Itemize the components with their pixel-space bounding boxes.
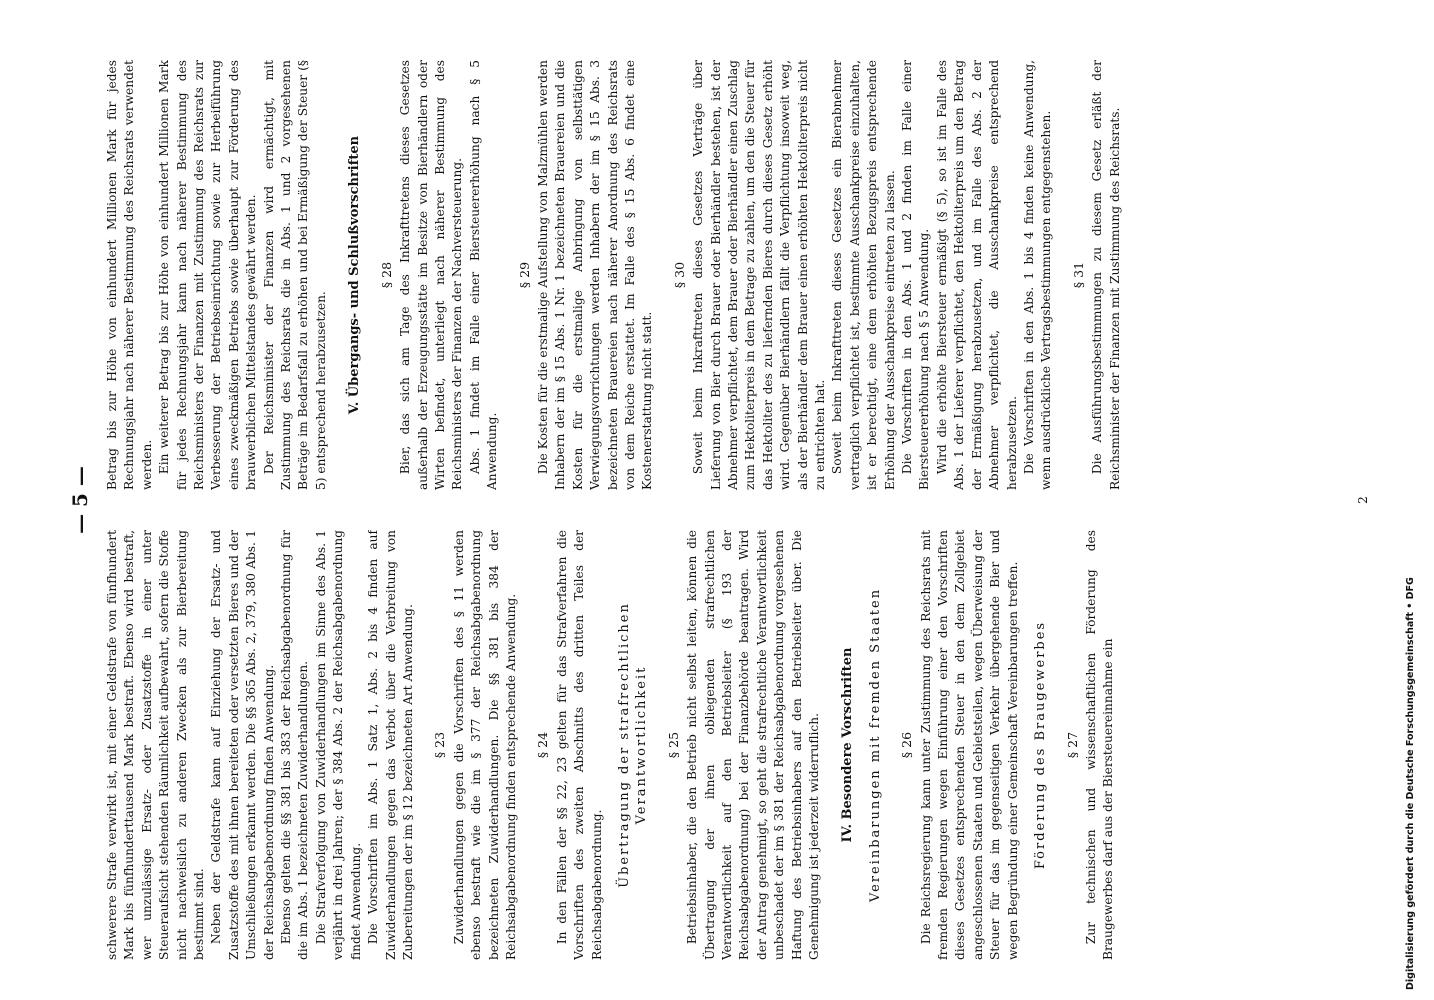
paragraph: Zur technischen und wissenschaftlichen Förderung des Braugewerbes darf aus der Biersteuereinnahme ein: [1083, 530, 1116, 960]
paragraph: In den Fällen der §§ 22, 23 gelten für das Strafverfahren die Vorschriften des zweiten Abschnitts des dritten Teiles der Reichsabgabenordnung.: [554, 530, 604, 960]
rotated-page: [60, 40, 1380, 960]
chapter-heading-iv: IV. Besondere Vorschriften: [840, 647, 856, 843]
section-heading-25: § 25: [665, 731, 681, 759]
paragraph: schwerere Strafe verwirkt ist, mit einer Geldstrafe von fünfhundert Mark bis fünfhunderttausend Mark bestraft. Ebenso wird bestraft, wer unzulässige Ersatz- oder Zusatzstoffe in einer unter Steueraufsicht stehenden Räumlichkeit aufbewahrt, sofern die Stoffe nicht nachweislich zu anderen Zwecken als zur Bierbereitung bestimmt sind.: [105, 530, 207, 960]
section-heading-31: § 31: [1070, 261, 1086, 289]
paragraph: Ein weiterer Betrag bis zur Höhe von einhundert Millionen Mark für jedes Rechnungsjahr kann nach näherer Bestimmung des Reichsministers der Finanzen mit Zustimmung des Reichsrats zur Verbesserung der Betriebseinrichtung sowie zur Herbeiführung eines zweckmäßigen Betriebs sowie überhaupt zur Förderung des brauwerblichen Mittelstandes gewährt werden.: [157, 60, 259, 490]
footer-number: 2: [1356, 496, 1370, 504]
paragraph: Die Ausführungsbestimmungen zu diesem Gesetz erläßt der Reichsminister der Finanzen mit Zustimmung des Reichsrats.: [1090, 60, 1122, 490]
paragraph: Betriebsinhaber, die den Betrieb nicht selbst leiten, können die Übertragung der ihnen obliegenden strafrechtlichen Verantwortlichkeit auf den Betriebsleiter (§ 193 der Reichsabgabenordnung) bei der Finanzbehörde beantragen. Wird der Antrag genehmigt, so geht die strafrechtliche Verantwortlichkeit unbeschadet der im § 381 der Reichsabgabenordnung vorgesehenen Haftung des Betriebsinhabers auf den Betriebsleiter über. Die Genehmigung ist jederzeit widerruflich.: [685, 530, 822, 960]
subheading-uebertragung: Übertragung der strafrechtlichen Verantwortlichkeit: [616, 602, 650, 888]
section-heading-28: § 28: [378, 261, 394, 289]
paragraph: Die Vorschriften im Abs. 1 Satz 1, Abs. 2 bis 4 finden auf Zuwiderhandlungen gegen das Verbot über die Verbreitung von Zubereitungen der im § 12 bezeichneten Art Anwendung.: [366, 530, 415, 960]
paragraph: Die Vorschriften in den Abs. 1 bis 4 finden keine Anwendung, wenn ausdrückliche Vertragsbestimmungen entgegenstehen.: [1021, 60, 1054, 490]
paragraph: Soweit beim Inkrafttreten dieses Gesetzes ein Bierabnehmer vertraglich verpflichtet ist, bestimmte Ausschankpreise einzuhalten, ist er berechtigt, eine dem erhöhten Bezugspreis entsprechende Erhöhung der Ausschankpreise eintreten zu lassen.: [830, 60, 897, 490]
section-heading-24: § 24: [535, 731, 551, 759]
paragraph: Der Reichsminister der Finanzen wird ermächtigt, mit Zustimmung des Reichsrats die in Abs. 1 und 2 vorgesehenen Beträge im Bedarfsfall zu erhöhen und bei Ermäßigung der Steuer (§ 5) entsprechend herabzusetzen.: [261, 60, 328, 490]
page-number: — 5 —: [68, 466, 92, 534]
subheading-vereinbarungen: Vereinbarungen mit fremden Staaten: [867, 587, 883, 903]
paragraph: Die Strafverfolgung von Zuwiderhandlungen im Sinne des Abs. 1 verjährt in drei Jahren; der § 384 Abs. 2 der Reichsabgabenordnung findet Anwendung.: [313, 530, 363, 960]
paragraph: Soweit beim Inkrafttreten dieses Gesetzes Verträge über Lieferung von Bier durch Brauer oder Bierhändler bestehen, ist der Abnehmer verpflichtet, dem Brauer oder Bierhändler einen Zuschlag zum Hektoliterpreis in dem Betrage zu zahlen, um den die Steuer für das Hektoliter des zu liefernden Bieres durch dieses Gesetz erhöht wird. Gegenüber Bierhändlern fällt die Verpflichtung insoweit weg, als der Bierhändler dem Brauer einen erhöhten Hektoliterpreis nicht zu entrichten hat.: [691, 60, 828, 490]
paragraph: Die Kosten für die erstmalige Aufstellung von Malzmühlen werden Inhabern der im § 15 Abs. 1 Nr. 1 bezeichneten Brauereien und die Kosten für die erstmalige Anbringung von selbsttätigen Verwiegungsvorrichtungen werden Inhabern der im § 15 Abs. 3 bezeichneten Brauereien nach näherer Anordnung des Reichsrats von dem Reiche erstattet. Im Falle des § 15 Abs. 6 findet eine Kostenerstattung nicht statt.: [535, 60, 655, 490]
dfg-sidenote-text: Digitalisierung gefördert durch die Deutsche Forschungsgemeinschaft • DFG: [1405, 577, 1416, 990]
paragraph: Wird die erhöhte Biersteuer ermäßigt (§ 5), so ist im Falle des Abs. 1 der Lieferer verpflichtet, den Hektoliterpreis um den Betrag der Ermäßigung herabzusetzen, und im Falle des Abs. 2 der Abnehmer verpflichtet, die Ausschankpreise entsprechend herabzusetzen.: [934, 60, 1019, 490]
section-heading-26: § 26: [899, 731, 915, 759]
paragraph: Ebenso gelten die §§ 381 bis 383 der Reichsabgabenordnung für die im Abs. 1 bezeichneten Zuwiderhandlungen.: [279, 530, 311, 960]
section-heading-27: § 27: [1064, 731, 1080, 759]
paragraph: Neben der Geldstrafe kann auf Einziehung der Ersatz- und Zusatzstoffe des mit ihnen bereiteten oder versetzten Bieres und der Umschließungen erkannt werden. Die §§ 365 Abs. 2, 379, 380 Abs. 1 der Reichsabgabenordnung finden Anwendung.: [209, 530, 276, 960]
paragraph: Betrag bis zur Höhe von einhundert Millionen Mark für jedes Rechnungsjahr nach näherer Bestimmung des Reichsrats verwendet werden.: [105, 60, 154, 490]
paragraph: Die Reichsregierung kann unter Zustimmung des Reichsrats mit fremden Regierungen wegen Einführung einer den Vorschriften dieses Gesetzes entsprechenden Steuer in den dem Zollgebiet angeschlossenen Staaten und Gebietsteilen, wegen Überweisung der Steuer für das im gegenseitigen Verkehr übergehende Bier und wegen Begründung einer Gemeinschaft Vereinbarungen treffen.: [918, 530, 1020, 960]
chapter-heading-v: V. Übergangs- und Schlußvorschriften: [347, 135, 363, 415]
paragraph: Die Vorschriften in den Abs. 1 und 2 finden im Falle einer Biersteuererhöhung nach § 5 Anwendung.: [900, 60, 932, 490]
section-heading-23: § 23: [432, 731, 448, 759]
section-heading-29: § 29: [516, 261, 532, 289]
paragraph: Abs. 1 findet im Falle einer Biersteuererhöhung nach § 5 Anwendung.: [467, 60, 500, 490]
dfg-sidenote: [1405, 577, 1416, 990]
subheading-foerderung: Förderung des Braugewerbes: [1033, 620, 1049, 870]
section-heading-30: § 30: [671, 261, 687, 289]
left-column: [104, 530, 1380, 960]
paragraph: Bier, das sich am Tage des Inkrafttretens dieses Gesetzes außerhalb der Erzeugungsstätte im Besitze von Bierhändlern oder Wirten befindet, unterliegt nach näherer Bestimmung des Reichsministers der Finanzen der Nachversteuerung.: [398, 60, 465, 490]
right-column: [104, 60, 1380, 490]
paragraph: Zuwiderhandlungen gegen die Vorschriften des § 11 werden ebenso bestraft wie die im § 377 der Reichsabgabenordnung bezeichneten Zuwiderhandlungen. Die §§ 381 bis 384 der Reichsabgabenordnung finden entsprechende Anwendung.: [451, 530, 518, 960]
